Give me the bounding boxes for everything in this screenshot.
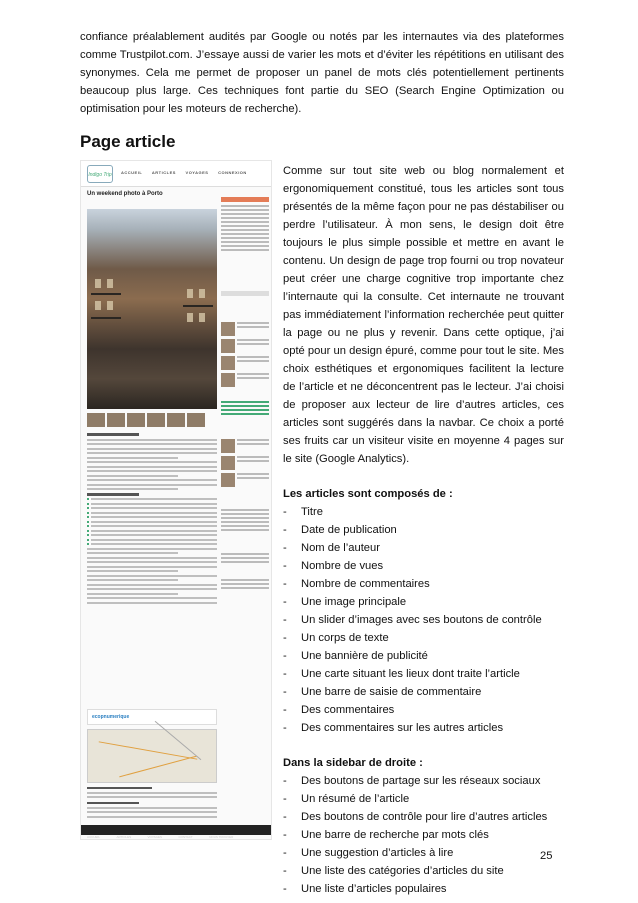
list-item: - Une image principale <box>283 593 564 611</box>
articles-heading: Les articles sont composés de : <box>283 488 453 500</box>
thumb-footer-item: VOYAGES <box>147 835 162 839</box>
list-item: - Des boutons de partage sur les réseaux sociaux <box>283 772 564 790</box>
thumb-map <box>87 729 217 783</box>
list-item: - Nombre de commentaires <box>283 575 564 593</box>
sidebar-heading: Dans la sidebar de droite : <box>283 757 423 769</box>
thumb-nav-item: ACCUEIL <box>121 170 143 175</box>
thumb-comments <box>87 787 217 820</box>
thumb-footer-item: CONTACT <box>178 835 193 839</box>
thumb-nav <box>121 170 255 175</box>
list-item: - Une liste des catégories d’articles du site <box>283 862 564 880</box>
thumb-logo: Indigo Trip <box>87 165 113 183</box>
thumb-footer-item: ARTICLES <box>116 835 132 839</box>
intro-paragraph: confiance préalablement audités par Google ou notés par les internautes via des plateformes comme Trustpilot.com. J’essaye aussi de varier les mots et d’éviter les répétitions en utilisant des synonymes. Cela me permet de proposer un panel de mots clés potentiellement pertinents beaucoup plus large. Ces techniques font partie du SEO (Search Engine Optimization ou optimisation pour les moteurs de recherche). <box>80 31 564 115</box>
list-item: - Une barre de saisie de commentaire <box>283 683 564 701</box>
list-item: - Un résumé de l’article <box>283 790 564 808</box>
thumb-main-photo <box>87 209 217 409</box>
articles-list <box>283 503 564 737</box>
thumb-nav-item: VOYAGES <box>185 170 209 175</box>
thumb-slider <box>87 413 217 429</box>
list-item: - Nom de l’auteur <box>283 539 564 557</box>
list-item: - Une carte situant les lieux dont traite l’article <box>283 665 564 683</box>
sidebar-list <box>283 772 564 898</box>
list-item: - Des commentaires sur les autres articles <box>283 719 564 737</box>
list-item: - Une barre de recherche par mots clés <box>283 826 564 844</box>
thumb-header <box>81 161 271 187</box>
thumb-ad-logo: ecopnumerique <box>92 714 130 720</box>
thumb-nav-item: ARTICLES <box>151 170 176 175</box>
section-title: Page article <box>80 132 176 151</box>
thumb-ad-banner <box>87 709 217 725</box>
thumb-title-text: Un weekend photo à Porto <box>87 191 163 197</box>
thumb-article-body <box>87 433 217 606</box>
list-item: - Date de publication <box>283 521 564 539</box>
article-page-screenshot <box>80 160 272 840</box>
thumb-footer <box>81 825 271 839</box>
list-item: - Des commentaires <box>283 701 564 719</box>
list-item: - Une bannière de publicité <box>283 647 564 665</box>
list-item: - Nombre de vues <box>283 557 564 575</box>
list-item: - Des boutons de contrôle pour lire d’autres articles <box>283 808 564 826</box>
thumb-footer-item: ACCUEIL <box>87 835 101 839</box>
list-item: - Une liste d’articles populaires <box>283 880 564 898</box>
thumb-nav-item: CONNEXION <box>218 170 247 175</box>
thumb-sidebar <box>221 191 269 591</box>
page-number: 25 <box>540 850 553 862</box>
right-column <box>283 162 564 898</box>
list-item: - Titre <box>283 503 564 521</box>
list-item: - Un corps de texte <box>283 629 564 647</box>
thumb-article-title <box>87 191 217 205</box>
list-item: - Une suggestion d’articles à lire <box>283 844 564 862</box>
thumb-footer-item: NOUS TROUVER <box>209 835 234 839</box>
list-item: - Un slider d’images avec ses boutons de contrôle <box>283 611 564 629</box>
body-paragraph: Comme sur tout site web ou blog normalement et ergonomiquement constitué, tous les articles sont tous présentés de la même façon pour ne pas déstabiliser ou perdre l’utilisateur. À mon sens, le design doit être toujours le plus simple possible et mettre en avant le contenu. Un design de page trop fourni ou trop novateur peut créer une charge cognitive trop importante chez l’internaute qui la consulte. Cet internaute ne trouvant pas immédiatement l’information recherchée peut quitter la page ou ne plus y revenir. Dans cette optique, j’ai opté pour un design épuré, comme pour tout le site. Mes choix esthétiques et ergonomiques facilitent la lecture de l’article et ne déconcentrent pas le lecteur. J’ai choisi de proposer aux lecteur de lire d’autres articles, ces articles sont suggérés dans la navbar. Ce choix a porté ses fruits car un visiteur visite en moyenne 4 pages sur le site (Google Analytics). <box>283 165 564 465</box>
